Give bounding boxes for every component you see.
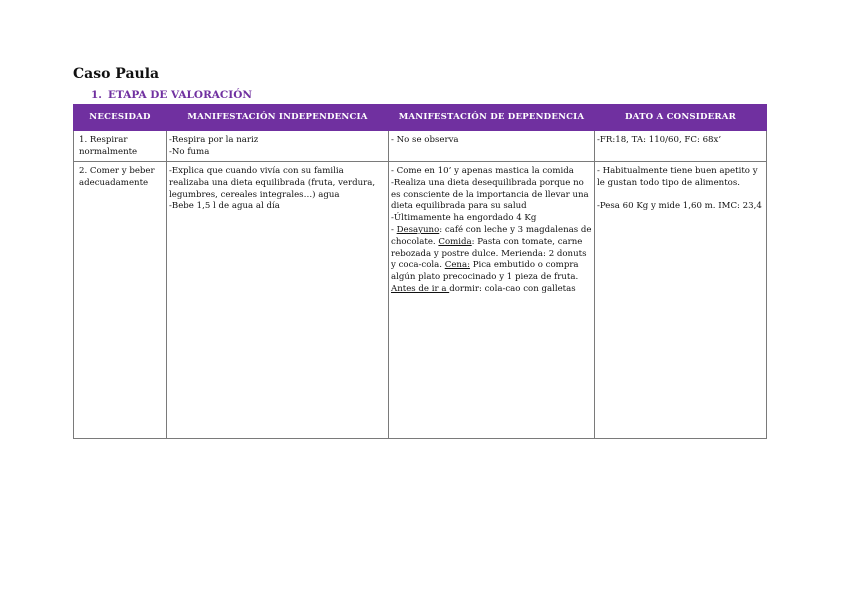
cell-dependence [389, 162, 595, 439]
breakfast-text: : café con leche y 3 magdalenas de chocolate. [391, 224, 592, 247]
need-text: 1. Respirar normalmente [79, 135, 138, 157]
cell-line: -Últimamente ha engordado 4 Kg [391, 213, 537, 224]
table-row [74, 162, 767, 439]
section-title: ETAPA DE VALORACIÓN [107, 89, 252, 101]
cell-need [74, 131, 167, 162]
lunch-text: : Pasta con tomate, carne rebozada y postre dulce. Merienda: 2 donuts y coca-cola. [391, 236, 587, 271]
cell-spacer [597, 190, 764, 202]
header-independence: MANIFESTACIÓN INDEPENDENCIA [167, 105, 389, 131]
dinner-text: Pica embutido o compra algún plato precocinado y 1 pieza de fruta. [391, 260, 579, 283]
cell-line: -Bebe 1,5 l de agua al día [169, 201, 280, 212]
bedtime-label: Antes de ir a [391, 283, 450, 294]
bedtime-text: dormir: cola-cao con galletas [449, 283, 576, 294]
header-dependence: MANIFESTACIÓN DE DEPENDENCIA [389, 105, 595, 131]
cell-line: - No se observa [391, 135, 459, 145]
cell-independence [167, 162, 389, 439]
cell-data [595, 162, 767, 439]
header-need: NECESIDAD [74, 105, 167, 131]
cell-line: - Habitualmente tiene buen apetito y le gustan todo tipo de alimentos. [597, 166, 758, 188]
meals-paragraph [391, 225, 592, 296]
table-header-row [74, 105, 767, 131]
meals-prefix: - [391, 224, 397, 235]
cell-line: -Respira por la nariz [169, 135, 259, 145]
cell-dependence [389, 131, 595, 162]
case-title: Caso Paula [73, 66, 160, 82]
cell-need [74, 162, 167, 439]
cell-independence [167, 131, 389, 162]
dinner-label: Cena: [444, 260, 470, 271]
cell-line: -Realiza una dieta desequilibrada porque no es consciente de la importancia de llevar una dieta equilibrada para su salud [391, 177, 589, 212]
need-text: 2. Comer y beber adecuadamente [79, 166, 155, 188]
assessment-table [73, 104, 767, 439]
section-heading [91, 89, 252, 101]
section-number: 1. [91, 89, 102, 101]
table-row [74, 131, 767, 162]
cell-line: -FR:18, TA: 110/60, FC: 68x’ [597, 135, 722, 145]
cell-line: -No fuma [169, 146, 210, 157]
breakfast-label: Desayuno [396, 224, 440, 235]
cell-line: -Pesa 60 Kg y mide 1,60 m. IMC: 23,4 [597, 201, 762, 212]
header-data: DATO A CONSIDERAR [595, 105, 767, 131]
cell-data [595, 131, 767, 162]
cell-line: - Come en 10’ y apenas mastica la comida [391, 166, 574, 176]
cell-line: -Explica que cuando vivía con su familia realizaba una dieta equilibrada (fruta, verdura, legumbres, cereales integrales…) agua [169, 166, 376, 200]
lunch-label: Comida [438, 236, 472, 247]
